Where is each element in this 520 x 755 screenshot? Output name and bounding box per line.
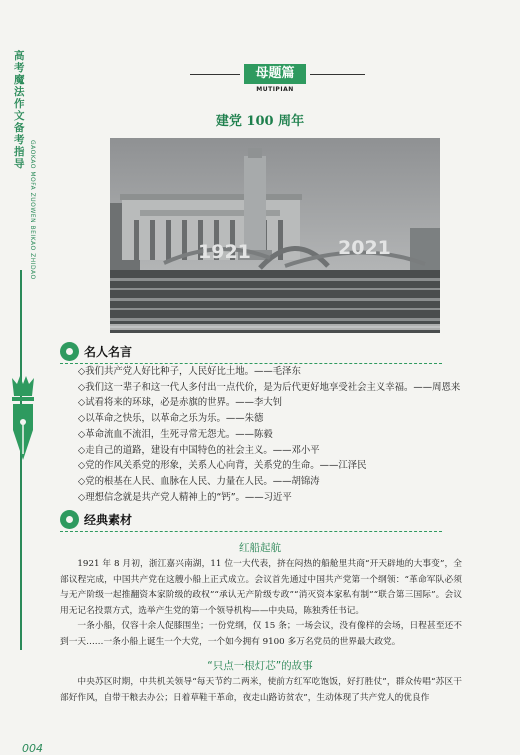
anniversary-photo: [110, 138, 440, 333]
photo-year-right: 2021: [338, 237, 391, 259]
section-ring-icon: [60, 342, 79, 361]
header-title: 母题篇: [244, 64, 306, 84]
sidebar: [6, 40, 43, 755]
list-item: ◇试看将来的环球，必是赤旗的世界。——李大钊: [78, 397, 283, 409]
list-item: ◇党的作风关系党的形象，关系人心向背，关系党的生命。——江泽民: [78, 460, 367, 472]
sidebar-book-title: 高考魔法作文备考指导: [14, 50, 25, 170]
list-item: ◇党的根基在人民、血脉在人民、力量在人民。——胡锦涛: [78, 475, 320, 487]
list-item: ◇理想信念就是共产党人精神上的“钙”。——习近平: [78, 491, 292, 503]
section-ring-icon: [60, 510, 79, 529]
page-number: 004: [22, 742, 43, 755]
list-item: ◇以革命之快乐，以革命之乐为乐。——朱德: [78, 413, 264, 425]
sidebar-book-title-pinyin: GAOKAO MOFA ZUOWEN BEIKAO ZHIDAO: [29, 140, 36, 280]
list-item: ◇走自己的道路，建设有中国特色的社会主义。——邓小平: [78, 444, 320, 456]
list-item: ◇革命流血不流泪，生死寻常无怨尤。——陈毅: [78, 428, 273, 440]
header-rule-right: [310, 74, 365, 75]
topic-title: 建党 100 周年: [215, 114, 305, 129]
story-title-lamp-wick: “只点一根灯芯”的故事: [207, 660, 313, 672]
list-item: ◇我们共产党人好比种子，人民好比土地。——毛泽东: [78, 366, 301, 377]
story-paragraph: 中央苏区时期，中共机关领导“每天节约二两米，使前方红军吃饱饭，好打胜仗”，群众传唱“苏区干部好作风，自带干粮去办公；日着草鞋干革命，夜走山路访贫农”，生动体现了共产党人的优良作: [60, 677, 462, 703]
header-rule-left: [190, 74, 240, 75]
story-title-red-boat: 红船起航: [239, 542, 281, 554]
story-paragraph: 一条小船，仅容十余人促膝围坐；一份党纲，仅 15 条；一场会议，没有像样的会场，日程甚至还不到一天……一条小船上诞生一个大党，一个如今拥有 9100 多万名党员的世界最大政党。: [60, 621, 462, 647]
fountain-pen-icon: [8, 370, 38, 480]
list-item: ◇我们这一辈子和这一代人多付出一点代价，是为后代更好地享受社会主义幸福。——周恩来: [78, 381, 461, 393]
header-subtitle: MUTIPIAN: [256, 86, 294, 93]
story-paragraph: 1921 年 8 月初，浙江嘉兴南湖，11 位一大代表，挤在闷热的船舱里共商“开天辟地的大事变”，全部议程完成，中国共产党在这艘小船上正式成立。会议首先通过中国共产党第一个纲领：“革命军队必须与无产阶级一起推翻资本家阶级的政权”“承认无产阶级专政”“消灭资本家私有制”“联合第三国际”。会议用无记名投票方式，选举产生党的第一个领导机构——中央局，陈独秀任书记。: [60, 559, 462, 616]
photo-year-left: 1921: [198, 241, 251, 263]
quote-list: [78, 364, 478, 505]
section-header: [190, 64, 365, 96]
